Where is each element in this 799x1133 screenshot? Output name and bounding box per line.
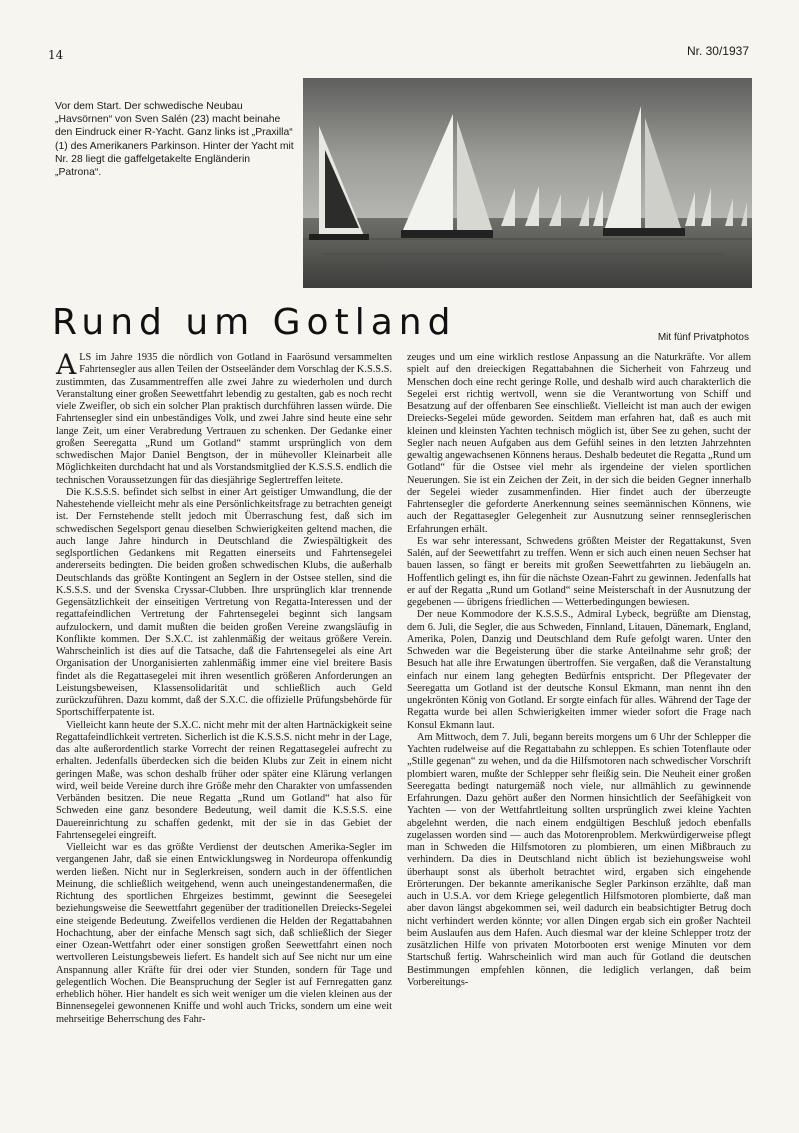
paragraph: ALS im Jahre 1935 die nördlich von Gotland in Faarösund versammelten Fahrtensegler aus allen Teilen der Ostseeländer dem Vorschlag der K.S.S.S. zustimmten, das Zusammentreffen alle zwei Jahre zu wiederholen und durch Veranstaltung einer großen Seewettfahrt lebendig zu gestalten, gab es noch recht viele Zweifler, ob sich ein solcher Plan praktisch durchführen lassen würde. Die Fahrtensegler sind ein unbeständiges Volk, und zwei Jahre sind heute eine sehr lange Zeit, um einer Verabredung Vertrauen zu schenken. Der Gedanke einer großen Seeregatta „Rund um Gotland“ stammt ursprünglich von dem schwedischen Major Daniel Bengtson, der in mühevoller Kleinarbeit alle Möglichkeiten durchdacht hat und als Vorstandsmitglied der K.S.S.S. endlich die technischen Voraussetzungen für das diesjährige Seglertreffen leitete.: [56, 348, 392, 486]
right-column: [407, 352, 751, 989]
paragraph: Die K.S.S.S. befindet sich selbst in einer Art geistiger Umwandlung, die der Nahestehende vielleicht mehr als eine Persönlichkeitsfrage zu betrachten geneigt ist. Der Fernstehende stellt jedoch mit Überraschung fest, daß sich im schwedischen Segelsport genau dieselben Schwierigkeiten geltend machen, die auch lange Jahre hindurch in Deutschland die Zwiespältigkeit des seglsportlichen Gedankens mit Regatten einerseits und Fahrtensegelei andererseits bedingten. Die beiden großen schwedischen Klubs, die außerhalb Deutschlands das größte Kontingent an Seglern in der Ostsee stellen, sind die K.S.S.S. und der Svenska Cryssar-Clubben. Ihre ursprünglich klar trennende Gegensätzlichkeit der einseitigen Vertretung von Regatta-Interessen und der regattafeindlichen Vertretung der Fahrtensegelei beginnt sich langsam aufzulockern, und damit mußten die beiden großen Vereine zwangsläufig in Konflikte kommen. Der S.X.C. ist zahlenmäßig der weitaus größere Verein. Wahrscheinlich ist dies auf die Tatsache, daß die Fahrtensegelei als eine Art Organisation der Unorganisierten zahlenmäßig immer eine viel breitere Basis findet als die Regattasegelei mit ihren wesentlich größeren Anforderungen an Leistungsbeweisen, Klassensolidarität und schließlich auch Geld zurückzuführen. Dazu kommt, daß der S.X.C. die offizielle Prüfungsbehörde für Sportschifferpatente ist.: [56, 486, 392, 719]
left-column: [56, 348, 392, 1026]
page-number: 14: [48, 48, 64, 62]
paragraph: Der neue Kommodore der K.S.S.S., Admiral Lybeck, begrüßte am Dienstag, dem 6. Juli, die Segler, die aus Schweden, Finnland, Litauen, Dänemark, England, Amerika, Polen, Danzig und Deutschland dem Rufe gefolgt waren. Unter den Schweden war die Begeisterung über die starke Anteilnahme sehr groß; der Besuch hat alle ihre Erwatungen übertroffen. Sie vergaßen, daß die Veranstaltung einfach nur einem lang gehegten Bedürfnis entspricht. Der Pflegevater der Seeregatta um Gotland ist der deutsche Konsul Ekmann, man nennt ihn den ungekrönten König von Gotland. Er sorgte einfach für alles. Während der Tage der Regatta wurde bei allen Schwierigkeiten immer wieder sofort die Frage nach Konsul Ekmann laut.: [407, 609, 751, 731]
paragraph: Es war sehr interessant, Schwedens größten Meister der Regattakunst, Sven Salén, auf der Seewettfahrt zu treffen. Wenn er sich auch einen neuen Sechser hat bauen lassen, so fängt er bereits mit großen Seewettfahrten zu liebäugeln an. Hoffentlich gelingt es, ihn für die nächste Ozean-Fahrt zu gewinnen. Jedenfalls hat er auf der Regatta „Rund um Gotland“ seine Meisterschaft in der Ausnutzung der gegebenen — übrigens friedlichen — Wetterbedingungen bewiesen.: [407, 535, 751, 608]
dropcap: A: [56, 348, 77, 381]
regatta-photo: [303, 78, 752, 288]
photo-credit: Mit fünf Privatphotos: [657, 332, 749, 343]
paragraph: zeuges und um eine wirklich restlose Anpassung an die Naturkräfte. Vor allem spielt auf den dreieckigen Regattabahnen die Sicherheit von Fahrzeug und Menschen doch eine recht geringe Rolle, und deshalb wird auch charakterlich die Segelei erst richtig wertvoll, wenn sie die Verantwortung von Schiff und Besatzung auf der offenbaren See einschließt. Vielleicht ist man auch der ewigen Dreiecks-Segelei müde geworden. Seitdem man erfahren hat, daß es auch mit kleinen und kleinsten Yachten technisch möglich ist, über See zu gehen, sucht der Segler nach neuen Aufgaben aus dem Gefühl seines in den letzten Jahrzehnten gewaltig angewachsenen Könnens heraus. Deshalb bedeutet die Regatta „Rund um Gotland“ für die Ostsee viel mehr als irgendeine der vielen sportlichen Neuerungen. Sie ist ein Zeichen der Zeit, in der sich die beiden Gegner innerhalb der Segelei wieder zusammenfinden. Hier findet auch der überzeugte Fahrtensegler die geforderte Anerkennung seines seemännischen Könnens, wie auch der Regattasegler Gelegenheit zur Ausnutzung seiner rennseglerischen Erfahrungen erhält.: [407, 352, 751, 535]
issue-number: Nr. 30/1937: [686, 44, 749, 58]
paragraph: Vielleicht kann heute der S.X.C. nicht mehr mit der alten Hartnäckigkeit seine Regattafeindlichkeit vertreten. Sicherlich ist die K.S.S.S. nicht mehr in der Lage, das alte außerordentlich starke Vorrecht der reinen Regattasegelei aufrecht zu erhalten. Jedenfalls überdecken sich die beiden Klubs zur Zeit in einem nicht geringen Maße, was schon deshalb früher oder später eine Klärung verlangen wird, weil beide Vereine durch ihre Größe mehr den Charakter von umfassenden Verbänden besitzen. Die neue Regatta „Rund um Gotland“ hat also für Schweden eine ganz besondere Bedeutung, weil damit die K.S.S.S. eine Dauereinrichtung zu schaffen gedenkt, mit der sie in das Gebiet der Fahrtensegelei eingreift.: [56, 719, 392, 841]
photo-caption: Vor dem Start. Der schwedische Neubau „Havsörnen“ von Sven Salén (23) macht beinahe den Eindruck einer R-Yacht. Ganz links ist „Praxilla“ (1) des Amerikaners Parkinson. Hinter der Yacht mit Nr. 28 liegt die gaffelgetakelte Engländerin „Patrona“.: [55, 101, 294, 179]
article-title: Rund um Gotland: [52, 302, 457, 343]
paragraph: Vielleicht war es das größte Verdienst der deutschen Amerika-Segler im vergangenen Jahr, daß sie einen Entwicklungsweg in Nordeuropa offenkundig werden ließen. Nicht nur in Seglerkreisen, sondern auch in der öffentlichen Meinung, die schließlich weitgehend, wenn auch uneingestandenermaßen, die Richtung des sportlichen Ehrgeizes bestimmt, gewinnt die Seesegelei beziehungsweise die Seewettfahrt gegenüber der traditionellen Dreiecks-Segelei eine steigende Bedeutung. Zweifellos verdienen die Helden der Regattabahnen Hochachtung, aber der einfache Mensch sagt sich, daß schließlich der Sieger einer Ozean-Wettfahrt oder einer sonstigen großen Seewettfahrt einen noch wertvolleren Leistungsbeweis liefert. Es handelt sich auf See nicht nur um eine Anspannung aller Kräfte für drei oder vier Stunden, sondern für Tage und gelegentlich Wochen. Die Beanspruchung der Segler ist auf Fernregatten ganz erheblich höher. Hier handelt es sich weit weniger um die vielen kleinen aus der Binnensegelei gewonnenen Kniffe und wohl auch Tricks, sondern um eine weit mehrseitige Beherrschung des Fahr-: [56, 842, 392, 1025]
sailboats-image: [303, 78, 752, 288]
paragraph: Am Mittwoch, dem 7. Juli, begann bereits morgens um 6 Uhr der Schlepper die Yachten rudelweise auf die Regattabahn zu schleppen. Es schien Totenflaute oder „Stille gegenan“ zu wehen, und da die Hilfsmotoren nach schwedischer Vorschrift plombiert waren, mußte der Schlepper sehr fleißig sein. Die Neuheit einer großen Seeregatta bedingt naturgemäß noch viele, nur allmählich zu gewinnende Erfahrungen. Dazu gehört außer den Normen hinsichtlich der Seefähigkeit von Yachten — von der Wettfahrtleitung sollten ursprünglich zwei kleine Yachten abgelehnt werden, die nach einem endgültigen Beschluß jedoch ebenfalls zugelassen worden sind — auch das Motorenproblem. Merkwürdigerweise pflegt man in Schweden die Hilfsmotoren zu plombieren, um einen Mißbrauch zu verhindern. Da dies in Deutschland nicht üblich ist beziehungsweise wohl überhaupt sonst als überholt betrachtet wird, ergaben sich eingehende Erörterungen. Der bekannte amerikanische Segler Parkinson erzählte, daß man auch in U.S.A. vor dem Kriege gelegentlich Hilfsmotoren plombierte, daß man aber davon längst abgekommen sei, weil dadurch ein beabsichtigter Betrug doch nicht verhindert werden könnte; vor allen Dingen ergab sich ein großer Nachteil beim Auslaufen aus dem Hafen. Auch diesmal war der kleine Schlepper trotz der zusätzlichen Hilfe von privaten Motorbooten erst wenige Minuten vor dem Startschuß fertig. Wahrscheinlich wird man auch für Gotland die deutschen Bestimmungen empfehlen können, die lediglich verlangen, daß beim Vorbereitungs-: [407, 731, 751, 988]
